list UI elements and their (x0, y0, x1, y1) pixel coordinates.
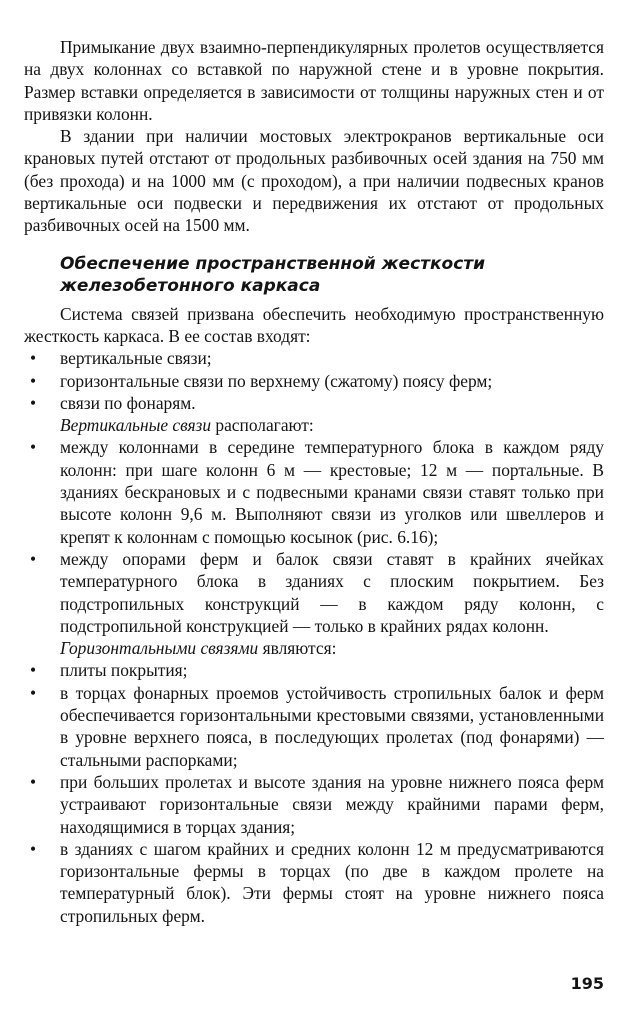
list-item: • при больших пролетах и высоте здания на уровне нижнего пояса ферм устраивают горизонтальные связи между крайними парами ферм, находящимися в торцах здания; (30, 771, 604, 837)
list-item: • в зданиях с шагом крайних и средних колонн 12 м предусматриваются горизонтальные фермы в торцах (по две в каждом пролете на температурный блок). Эти фермы стоят на уровне нижнего пояса стропильных ферм. (30, 838, 604, 926)
bullet-icon: • (30, 771, 37, 792)
bracing-types-list (24, 347, 604, 414)
list-item: • между опорами ферм и балок связи ставят в крайних ячейках температурного блока в зданиях с плоским покрытием. Без подстропильных конструкций — в каждом ряду колонн, с подстропильной конструкцией — только в крайних рядах колонн. (30, 548, 604, 636)
vertical-bracing-list (24, 436, 604, 637)
bullet-icon: • (30, 392, 37, 413)
horizontal-bracing-lead: Горизонтальными связями являются: (60, 638, 337, 659)
page-body (24, 36, 604, 927)
bullet-icon: • (30, 838, 37, 859)
intro-paragraph: Система связей призвана обеспечить необходимую пространственную жесткость каркаса. В ее состав входят: (24, 303, 604, 346)
horizontal-bracing-list (24, 659, 604, 927)
list-item: • плиты покрытия; (30, 660, 188, 681)
paragraph-1: Примыкание двух взаимно-перпендикулярных пролетов осуществляется на двух колоннах со вставкой по наружной стене и в уровне покрытия. Размер вставки определяется в зависимости от толщины наружных стен и от привязки колонн. (24, 37, 604, 124)
section-heading-line-2: железобетонного каркаса (60, 275, 321, 296)
section-heading-line-1: Обеспечение пространственной жесткости (60, 253, 486, 274)
list-item: • между колоннами в середине температурного блока в каждом ряду колонн: при шаге колонн 6 м — крестовые; 12 м — портальные. В зданиях бескрановых и с подвесными кранами связи ставят только при высоте колонн 9,6 м. Выполняют связи из уголков или швеллеров и крепят к колоннам с помощью косынок (рис. 6.16); (30, 437, 604, 547)
bullet-icon: • (30, 548, 37, 569)
list-item: • в торцах фонарных проемов устойчивость стропильных балок и ферм обеспечивается горизонтальными крестовыми связями, установленными в уровне верхнего пояса, в последующих пролетах (под фонарями) — стальными распорками; (30, 682, 604, 770)
page-number: 195 (570, 974, 604, 993)
bullet-icon: • (30, 370, 37, 391)
bullet-icon: • (30, 437, 37, 458)
list-item: • горизонтальные связи по верхнему (сжатому) поясу ферм; (30, 370, 493, 391)
vertical-bracing-term: Вертикальные связи (60, 415, 212, 436)
horizontal-bracing-term: Горизонтальными связями (60, 638, 259, 659)
paragraph-2: В здании при наличии мостовых электрокранов вертикальные оси крановых путей отстают от продольных разбивочных осей здания на 750 мм (без прохода) и на 1000 мм (с проходом), а при наличии подвесных кранов вертикальные оси подвески и передвижения их отстают от продольных разбивочных осей на 1500 мм. (24, 126, 604, 236)
bullet-icon: • (30, 348, 37, 369)
section-heading (60, 253, 604, 297)
vertical-bracing-lead: Вертикальные связи располагают: (60, 415, 314, 436)
list-item: • связи по фонарям. (30, 392, 196, 413)
bullet-icon: • (30, 682, 37, 703)
list-item: • вертикальные связи; (30, 348, 212, 369)
bullet-icon: • (30, 660, 37, 681)
